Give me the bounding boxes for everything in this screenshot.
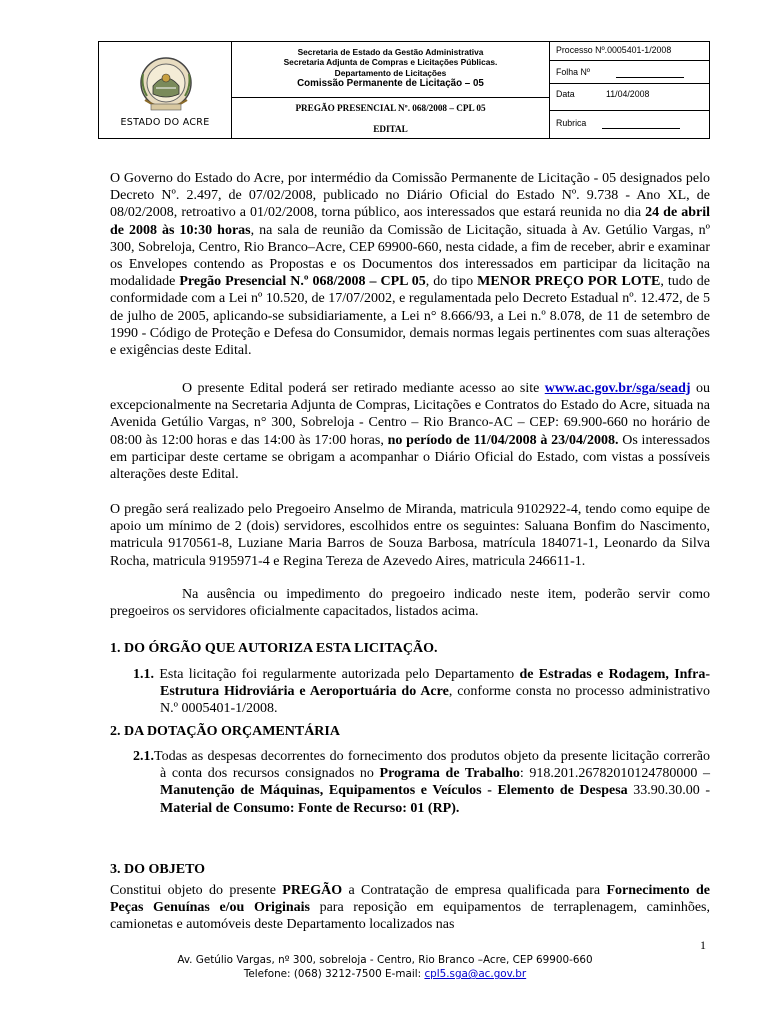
header-title-cell	[232, 42, 550, 138]
section-3-heading: 3. DO OBJETO	[110, 862, 206, 877]
page-number: 1	[700, 938, 706, 952]
section-2-heading: 2. DA DOTAÇÃO ORÇAMENTÁRIA	[110, 724, 340, 739]
section-1-1-paragraph: 1.1. Esta licitação foi regularmente autorizada pelo Departamento de Estradas e Rodagem, Infra-Estrutura Hidroviária e Aeroportuária do Acre, conforme consta no processo administrativo N.º 0005401-1/2008.	[133, 667, 710, 717]
footer-address: Av. Getúlio Vargas, nº 300, sobreloja - Centro, Rio Branco –Acre, CEP 69900-660	[177, 954, 593, 966]
secretaria-line-2: Secretaria Adjunta de Compras e Licitações Públicas.	[283, 57, 498, 67]
header-meta-cell	[550, 42, 709, 138]
processo-number: Processo Nº.0005401-1/2008	[556, 45, 672, 55]
intro-paragraph-2: O presente Edital poderá ser retirado mediante acesso ao site www.ac.gov.br/sga/seadj ou excepcionalmente na Secretaria Adjunta de Compras, Licitações e Contratos do Estado do Acre, situada na Avenida Getúlio Vargas, n° 300, Sobreloja - Centro – Rio Branco-AC – CEP: 69.900-660 no horário de 08:00 às 12:00 horas e das 14:00 às 17:00 horas, no período de 11/04/2008 à 23/04/2008. Os interessados em participar deste certame se obrigam a acompanhar o Diário Oficial do Estado, com vistas a possíveis alterações deste Edital.	[110, 381, 711, 483]
meta-divider	[550, 60, 709, 61]
commission-line: Comissão Permanente de Licitação – 05	[297, 78, 484, 89]
intro-paragraph-4: Na ausência ou impedimento do pregoeiro indicado neste item, poderão servir como pregoeiros os servidores oficialmente capacitados, listados acima.	[110, 587, 710, 620]
pregao-title: PREGÃO PRESENCIAL Nº. 068/2008 – CPL 05	[295, 103, 486, 113]
site-link[interactable]: www.ac.gov.br/sga/seadj	[544, 381, 691, 396]
header-divider	[232, 97, 549, 98]
rubrica-field	[556, 118, 586, 128]
meta-divider	[550, 110, 709, 111]
rubrica-label: Rubrica	[556, 118, 587, 128]
header-logo-cell	[99, 42, 232, 138]
state-coat-of-arms-icon	[139, 56, 193, 114]
edital-title: EDITAL	[373, 124, 408, 134]
document-header	[98, 41, 710, 139]
secretaria-line-1: Secretaria de Estado da Gestão Administrativa	[297, 47, 484, 57]
department-line: Departamento de Licitações	[334, 68, 447, 78]
folha-blank	[616, 67, 684, 78]
data-value: 11/04/2008	[606, 89, 650, 99]
state-name-label: ESTADO DO ACRE	[120, 117, 210, 128]
meta-divider	[550, 83, 709, 84]
data-field	[556, 89, 650, 99]
intro-paragraph-1: O Governo do Estado do Acre, por intermédio da Comissão Permanente de Licitação - 05 designados pelo Decreto Nº. 2.497, de 07/02/2008, publicado no Diário Oficial do Estado Nº. 9.738 - Ano XL, de 08/02/2008, retroativo a 01/02/2008, torna público, aos interessados que estará reunida no dia 24 de abril de 2008 às 10:30 horas, na sala de reunião da Comissão de Licitação, situada à Av. Getúlio Vargas, nº 300, Sobreloja, Centro, Rio Branco–Acre, CEP 69900-660, nesta cidade, a fim de receber, abrir e examinar os Envelopes contendo as Propostas e os Documentos dos interessados em participar da licitação na modalidade Pregão Presencial N.º 068/2008 – CPL 05, do tipo MENOR PREÇO POR LOTE, tudo de conformidade com a Lei nº 10.520, de 17/07/2002, e regulamentada pelo Decreto Estadual nº. 12.472, de 5 de julho de 2005, aplicando-se subsidiariamente, a Lei n° 8.666/93, a Lei n.º 8.078, de 11 de setembro de 1990 - Código de Proteção e Defesa do Consumidor, demais normas legais pertinentes com suas alterações e exigências deste Edital.	[110, 171, 711, 359]
rubrica-blank	[602, 118, 680, 129]
footer-contact: Telefone: (068) 3212-7500 E-mail: cpl5.sga@ac.gov.br	[243, 968, 527, 980]
folha-field	[556, 67, 590, 77]
section-1-heading: 1. DO ÓRGÃO QUE AUTORIZA ESTA LICITAÇÃO.	[110, 641, 438, 656]
folha-label: Folha Nº	[556, 67, 591, 77]
email-link[interactable]: cpl5.sga@ac.gov.br	[424, 968, 527, 980]
data-label: Data	[556, 89, 575, 99]
section-2-1-paragraph: 2.1.Todas as despesas decorrentes do fornecimento dos produtos objeto da presente licitação correrão à conta dos recursos consignados no Programa de Trabalho: 918.201.26782010124780000 – Manutenção de Máquinas, Equipamentos e Veículos - Elemento de Despesa 33.90.30.00 - Material de Consumo: Fonte de Recurso: 01 (RP).	[133, 749, 710, 816]
section-3-paragraph: Constitui objeto do presente PREGÃO a Contratação de empresa qualificada para Fornecimento de Peças Genuínas e/ou Originais para reposição em equipamentos de terraplenagem, caminhões, camionetas e automóveis deste Departamento localizados nas	[110, 883, 710, 933]
intro-paragraph-3: O pregão será realizado pelo Pregoeiro Anselmo de Miranda, matricula 9102922-4, tendo como equipe de apoio um mínimo de 2 (dois) servidores, escolhidos entre os seguintes: Saluana Bonfim do Nascimento, matricula 9170561-8, Luziane Maria Barros de Souza Barbosa, matrícula 184071-1, Leonardo da Silva Rocha, matricula 9195971-4 e Regina Tereza de Azevedo Aires, matricula 246611-1.	[110, 502, 710, 569]
